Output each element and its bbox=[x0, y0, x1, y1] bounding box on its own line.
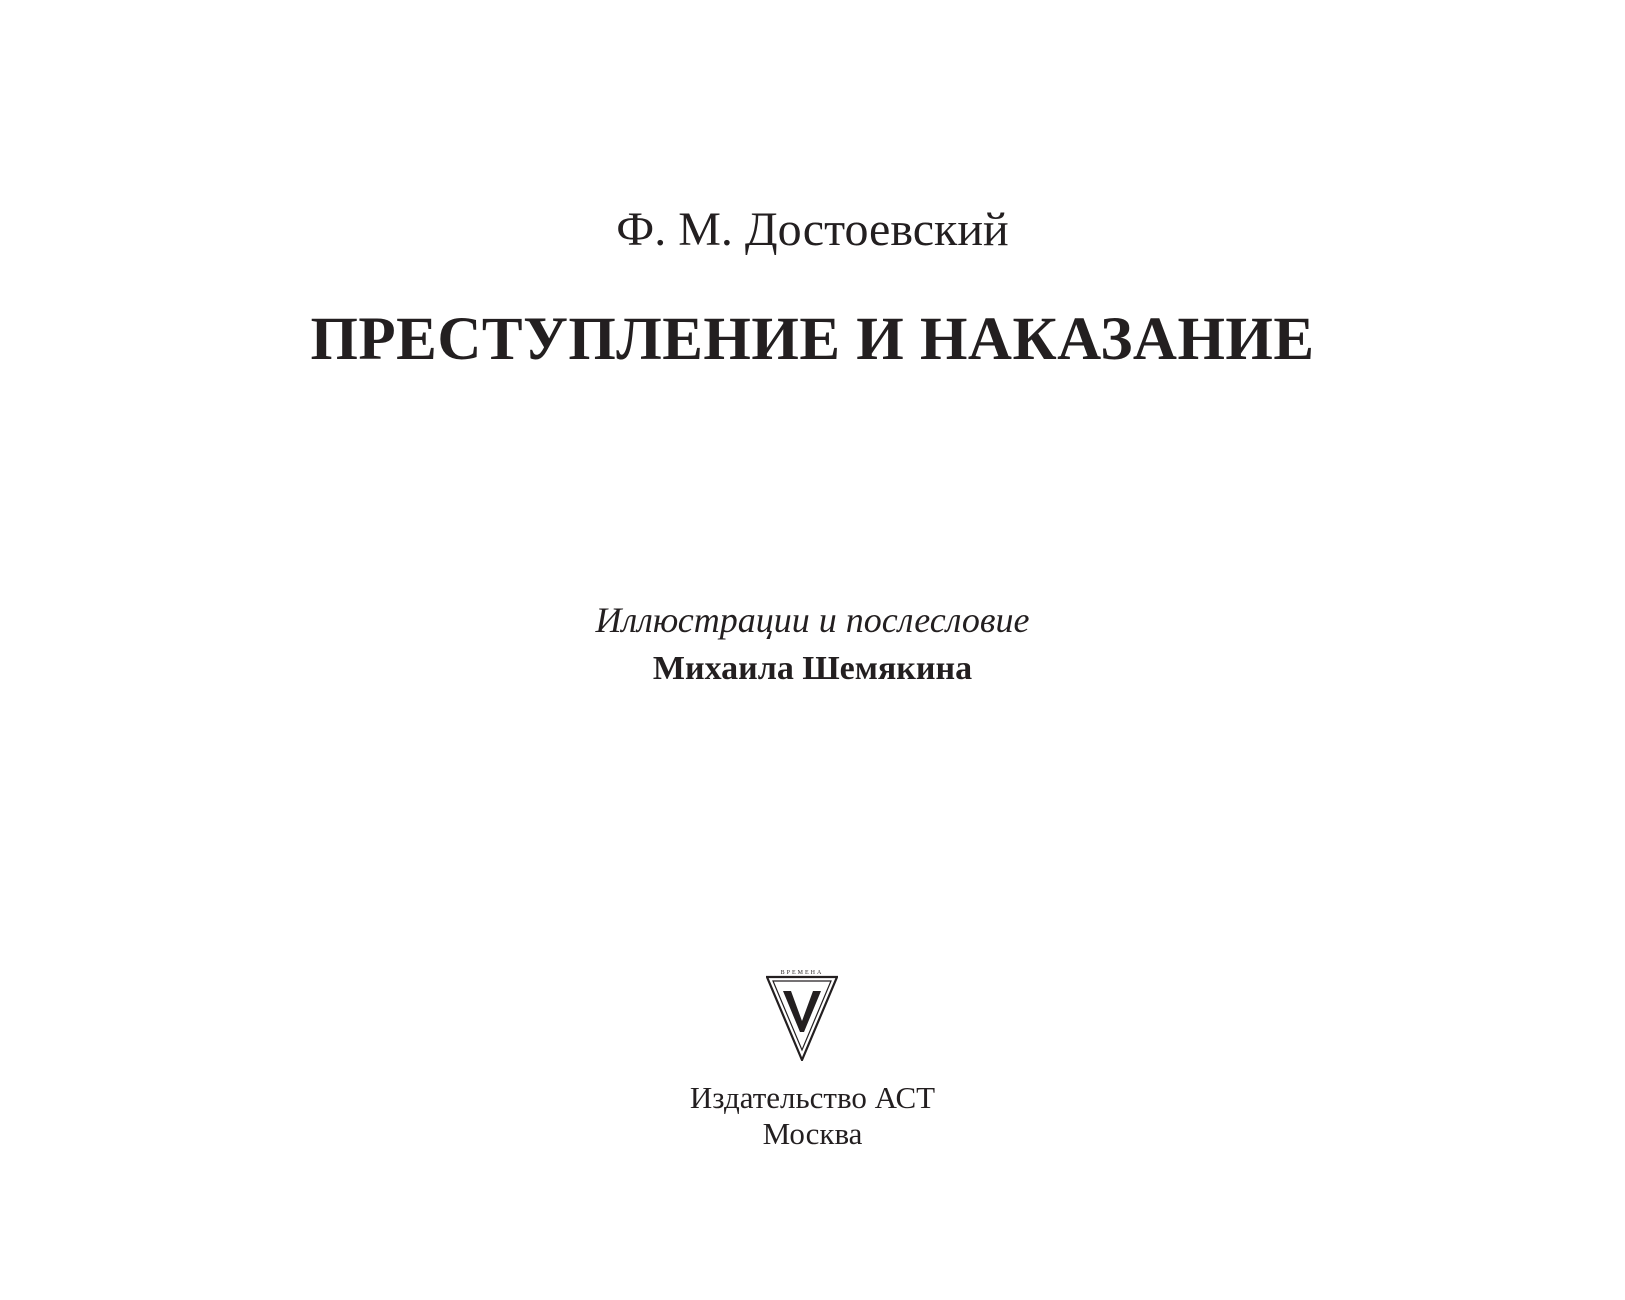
svg-text:ВРЕМЕНА: ВРЕМЕНА bbox=[780, 970, 824, 976]
book-title: ПРЕСТУПЛЕНИЕ И НАКАЗАНИЕ bbox=[310, 306, 1315, 373]
publisher-logo-icon bbox=[766, 968, 838, 1061]
author-name: Ф. М. Достоевский bbox=[616, 203, 1009, 256]
illustrator-name: Михаила Шемякина bbox=[652, 650, 973, 687]
illustrations-credit-label: Иллюстрации и послесловие bbox=[595, 600, 1030, 640]
publisher-name: Издательство АСТ bbox=[689, 1080, 936, 1115]
publication-city: Москва bbox=[762, 1116, 863, 1151]
